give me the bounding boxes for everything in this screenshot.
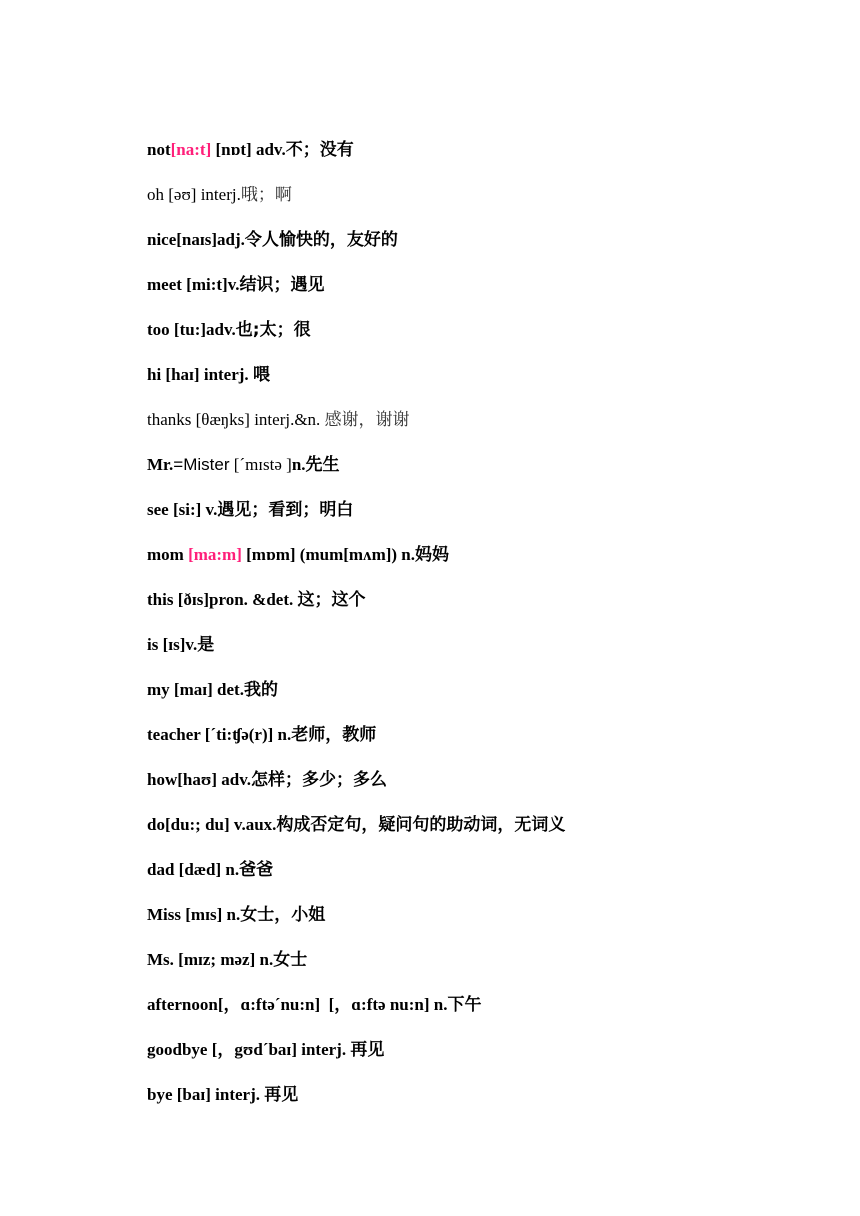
headword: bye [baɪ] interj. — [147, 1085, 265, 1104]
alt-pronunciation: [ma:m] — [188, 545, 242, 564]
part-of-speech: n. — [291, 455, 306, 474]
definition: 感谢，谢谢 — [324, 410, 410, 430]
headword: Ms. [mɪz; məz] n. — [147, 950, 274, 969]
headword: is [ɪs]v. — [147, 635, 198, 654]
headword: see [si:] v. — [147, 500, 218, 519]
headword: afternoon[，ɑ:ftəˊnu:n] [，ɑ:ftə nu:n] n. — [147, 995, 448, 1014]
definition: 我的 — [243, 680, 278, 700]
definition: 这；这个 — [297, 590, 366, 610]
definition: 爸爸 — [239, 860, 274, 880]
definition: 女士 — [273, 950, 308, 970]
definition: 再见 — [264, 1085, 299, 1105]
alt-pronunciation: [na:t] — [170, 140, 212, 159]
definition: 妈妈 — [415, 545, 450, 565]
headword: mom — [147, 545, 189, 564]
headword: how[haʊ] adv. — [147, 770, 252, 789]
headword-full: =Mister — [173, 455, 230, 474]
headword: oh [əʊ] interj. — [147, 185, 241, 204]
definition: 哦；啊 — [240, 185, 292, 205]
pronunciation: [ˊmɪstə ] — [229, 455, 292, 474]
definition: 下午 — [447, 995, 482, 1015]
definition: 令人愉快的，友好的 — [244, 230, 398, 250]
definition: 也;太；很 — [235, 320, 311, 340]
headword: my [maɪ] det. — [147, 680, 244, 699]
definition: 遇见；看到；明白 — [217, 500, 354, 520]
definition: 喂 — [252, 365, 270, 385]
definition: 不；没有 — [285, 140, 354, 160]
headword: Mr. — [147, 455, 174, 474]
headword: too [tu:]adv. — [147, 320, 236, 339]
headword: dad [dæd] n. — [147, 860, 240, 879]
headword: do[du:; du] v.aux. — [147, 815, 277, 834]
headword: not — [147, 140, 171, 159]
definition: 先生 — [305, 455, 340, 475]
headword: meet [mi:t]v. — [147, 275, 240, 294]
definition: 再见 — [350, 1040, 385, 1060]
headword: this [ðɪs]pron. &det. — [147, 590, 298, 609]
definition: 怎样；多少；多么 — [251, 770, 388, 790]
definition: 结识；遇见 — [239, 275, 325, 295]
definition: 女士，小姐 — [240, 905, 326, 925]
pronunciation-pos: [nɒt] adv. — [211, 140, 286, 159]
headword: thanks [θæŋks] interj.&n. — [147, 410, 325, 429]
headword: hi [haɪ] interj. — [147, 365, 253, 384]
headword: goodbye [，gʊdˊbaɪ] interj. — [147, 1040, 351, 1059]
pronunciation-pos: [mɒm] (mum[mʌm]) n. — [241, 545, 416, 564]
headword: nice[naɪs]adj. — [147, 230, 245, 249]
definition: 构成否定句，疑问句的助动词，无词义 — [276, 815, 566, 835]
definition: 是 — [197, 635, 215, 655]
entry-bye — [130, 1062, 298, 1128]
headword: Miss [mɪs] n. — [147, 905, 241, 924]
headword: teacher [ˊti:ʧə(r)] n. — [147, 725, 292, 744]
definition: 老师，教师 — [291, 725, 377, 745]
